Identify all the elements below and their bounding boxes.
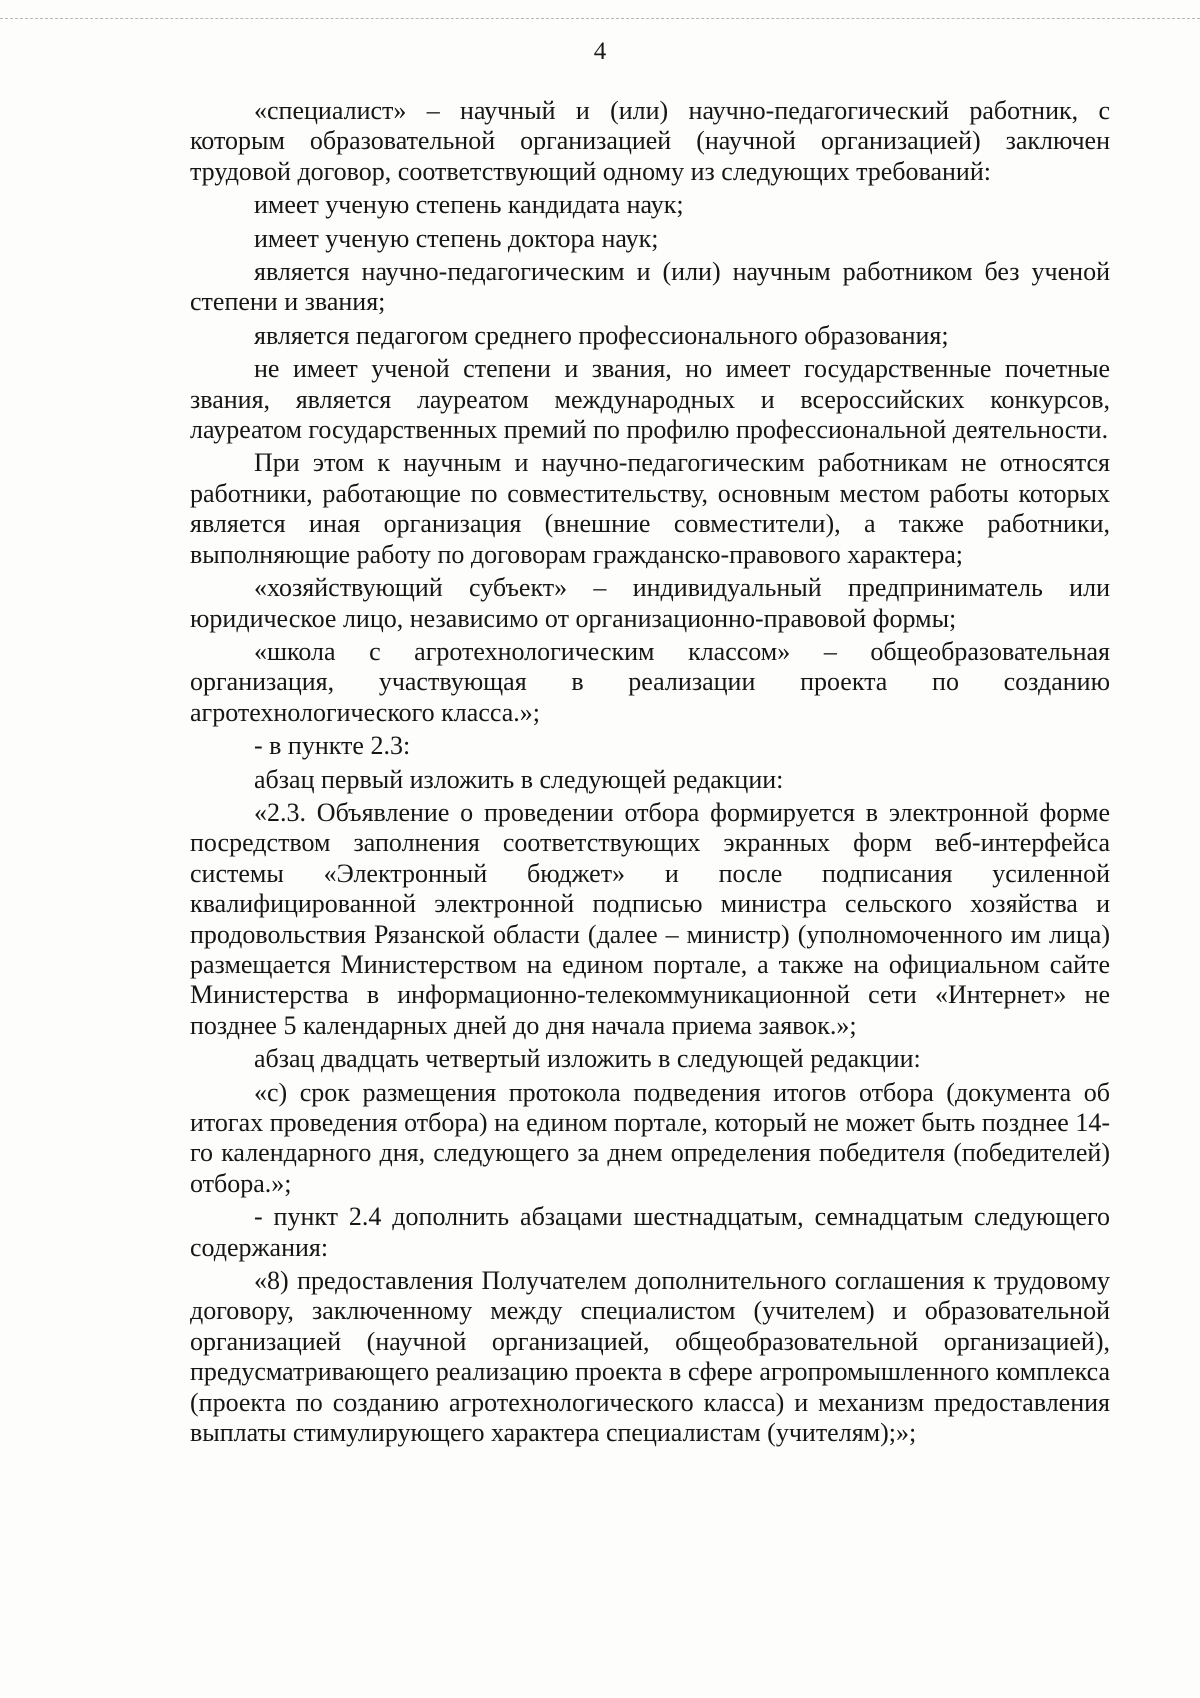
paragraph-announcement: «2.3. Объявление о проведении отбора формируется в электронной форме посредством заполнения соответствующих экранных форм веб-интерфейса системы «Электронный бюджет» и после подписания усиленной квалифицированной электронной подписью министра сельского хозяйства и продовольствия Рязанской области (далее – министр) (уполномоченного им лица) размещается Министерством на едином портале, а также на официальном сайте Министерства в информационно-телекоммуникационной сети «Интернет» не позднее 5 календарных дней до дня начала приема заявок.»; [190,797,1110,1040]
paragraph-clause-2-4: - пункт 2.4 дополнить абзацами шестнадцатым, семнадцатым следующего содержания: [190,1202,1110,1262]
paragraph-requirement-candidate: имеет ученую степень кандидата наук; [254,190,684,220]
scan-artifact-line [0,18,1200,19]
paragraph-agro-school: «школа с агротехнологическим классом» – общеобразовательная организация, участвующая в реализации проекта по созданию агротехнологического класса.»; [190,636,1110,727]
paragraph-item-8: «8) предоставления Получателем дополнительного соглашения к трудовому договору, заключенному между специалистом (учителем) и образовательной организацией (научной организацией, общеобразовательной организацией), предусматривающего реализацию проекта в сфере агропромышленного комплекса (проекта по созданию агротехнологического класса) и механизм предоставления выплаты стимулирующего характера специалистам (учителям);»; [190,1266,1110,1448]
paragraph-requirement-doctor: имеет ученую степень доктора наук; [254,223,659,253]
paragraph-24th-abstract: абзац двадцать четвертый изложить в следующей редакции: [254,1044,921,1074]
paragraph-business-entity: «хозяйствующий субъект» – индивидуальный предприниматель или юридическое лицо, независимо от организационно-правовой формы; [190,573,1110,633]
paragraph-protocol-deadline: «с) срок размещения протокола подведения итогов отбора (документа об итогах проведения отбора) на едином портале, который не может быть позднее 14-го календарного дня, следующего за днем определения победителя (победителей) отбора.»; [190,1077,1110,1198]
document-body [190,96,1110,1451]
paragraph-requirement-honorary: не имеет ученой степени и звания, но имеет государственные почетные звания, является лауреатом международных и всероссийских конкурсов, лауреатом государственных премий по профилю профессиональной деятельности. [190,354,1110,445]
page-number: 4 [593,38,607,65]
paragraph-first-abstract: абзац первый изложить в следующей редакции: [254,764,784,794]
paragraph-requirement-no-degree: является научно-педагогическим и (или) научным работником без ученой степени и звания; [190,257,1110,317]
paragraph-exclusions: При этом к научным и научно-педагогическим работникам не относятся работники, работающие по совместительству, основным местом работы которых является иная организация (внешние совместители), а также работники, выполняющие работу по договорам гражданско-правового характера; [190,448,1110,569]
paragraph-clause-2-3: - в пункте 2.3: [254,731,411,761]
paragraph-specialist-definition: «специалист» – научный и (или) научно-педагогический работник, с которым образовательной организацией (научной организацией) заключен трудовой договор, соответствующий одному из следующих требований: [190,96,1110,186]
paragraph-requirement-teacher: является педагогом среднего профессионального образования; [254,320,949,350]
